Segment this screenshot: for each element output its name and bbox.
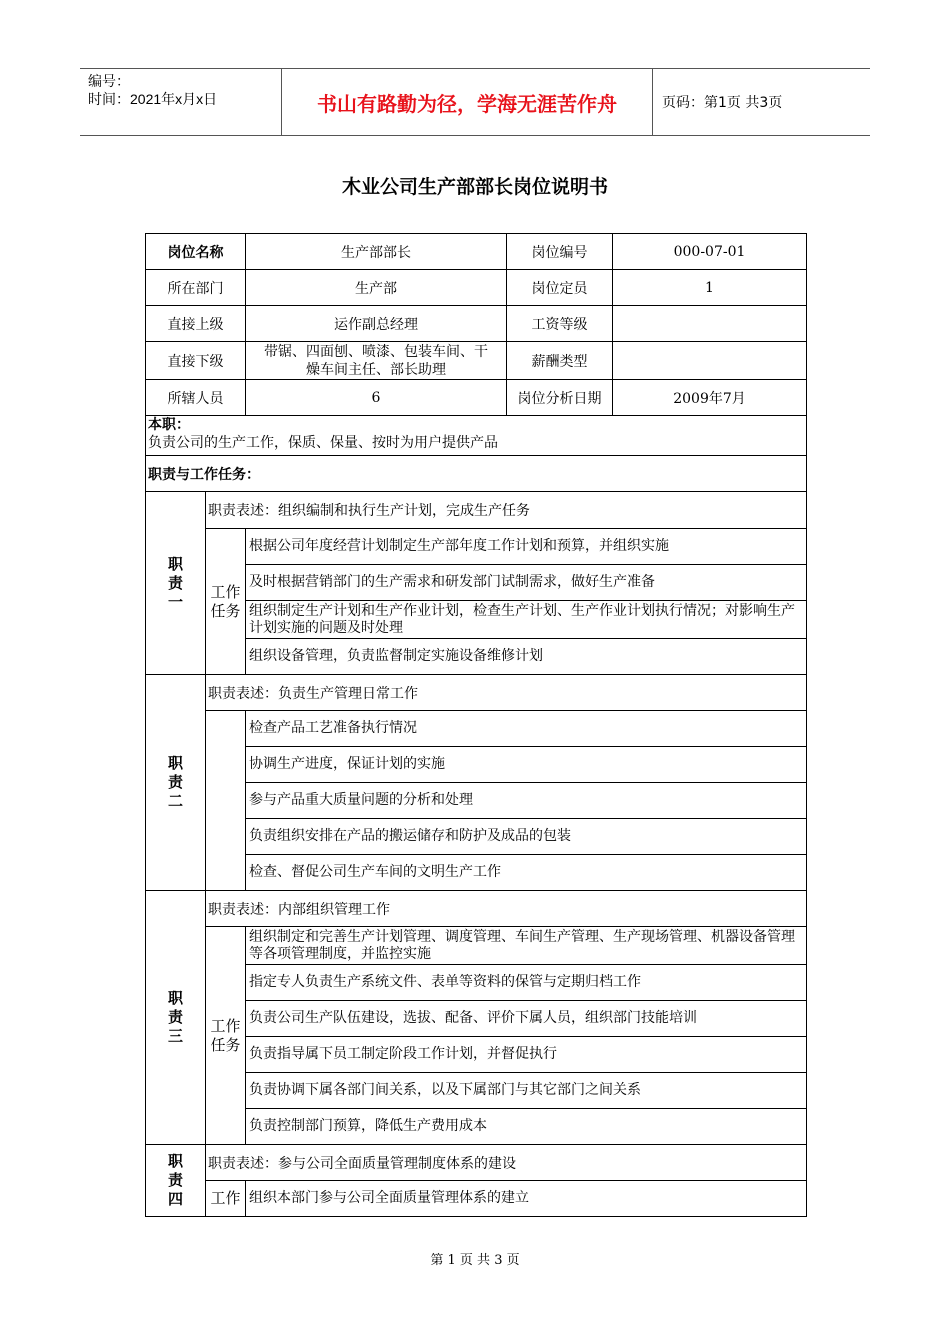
task-item: 检查、督促公司生产车间的文明生产工作 — [246, 855, 807, 891]
task-item: 负责公司生产队伍建设，选拔、配备、评价下属人员，组织部门技能培训 — [246, 1001, 807, 1037]
header-meta — [80, 69, 282, 135]
header-motto: 书山有路勤为径，学海无涯苦作舟 — [282, 69, 653, 135]
task-row — [146, 855, 807, 891]
resp-desc-row — [146, 492, 807, 529]
staff-value: 6 — [246, 380, 507, 416]
superior-value: 运作副总经理 — [246, 306, 507, 342]
task-item: 组织制定生产计划和生产作业计划，检查生产计划、生产作业计划执行情况；对影响生产计划实施的问题及时处理 — [246, 601, 807, 639]
grade-value — [613, 306, 807, 342]
resp-name — [146, 891, 206, 1145]
time-label: 时间：2021年x月x日 — [88, 91, 218, 107]
resp-1-name: 职责一 — [167, 554, 183, 611]
quota-value: 1 — [613, 270, 807, 306]
task-row — [146, 927, 807, 965]
number-label: 编号： — [88, 73, 130, 89]
task-row — [146, 529, 807, 565]
resp-desc: 职责表述：内部组织管理工作 — [206, 891, 807, 927]
task-item: 指定专人负责生产系统文件、表单等资料的保管与定期归档工作 — [246, 965, 807, 1001]
resp-desc: 职责表述：参与公司全面质量管理制度体系的建设 — [206, 1145, 807, 1181]
task-item: 参与产品重大质量问题的分析和处理 — [246, 783, 807, 819]
task-row — [146, 565, 807, 601]
task-item: 根据公司年度经营计划制定生产部年度工作计划和预算，并组织实施 — [246, 529, 807, 565]
resp-desc: 职责表述：组织编制和执行生产计划，完成生产任务 — [206, 492, 807, 529]
header-page-number: 页码：第1页 共3页 — [662, 95, 783, 111]
job-description-table — [145, 233, 807, 1217]
grade-label: 工资等级 — [507, 306, 613, 342]
pos-code-value: 000-07-01 — [613, 234, 807, 270]
task-item: 负责指导属下员工制定阶段工作计划，并督促执行 — [246, 1037, 807, 1073]
task-label — [206, 927, 246, 1145]
pos-code-label: 岗位编号 — [507, 234, 613, 270]
task-item: 组织制定和完善生产计划管理、调度管理、车间生产管理、生产现场管理、机器设备管理等各项管理制度，并监控实施 — [246, 927, 807, 965]
task-label: 工作 — [206, 1181, 246, 1217]
resp-1-task-label: 工作任务 — [210, 582, 241, 620]
task-item: 组织本部门参与公司全面质量管理体系的建立 — [246, 1181, 807, 1217]
resp-name — [146, 1145, 206, 1217]
resp-desc-row — [146, 1145, 807, 1181]
duty-cell — [146, 416, 807, 456]
dept-label: 所在部门 — [146, 270, 246, 306]
task-row — [146, 1001, 807, 1037]
resp-name — [146, 492, 206, 675]
resp-desc: 职责表述：负责生产管理日常工作 — [206, 675, 807, 711]
resp-desc-row — [146, 675, 807, 711]
resp-2-name: 职责二 — [167, 754, 183, 810]
task-row — [146, 819, 807, 855]
task-row — [146, 747, 807, 783]
page-footer: 第 1 页 共 3 页 — [430, 1253, 520, 1268]
task-label — [206, 529, 246, 675]
pay-label: 薪酬类型 — [507, 342, 613, 380]
task-row — [146, 1181, 807, 1217]
date-label: 岗位分析日期 — [507, 380, 613, 416]
task-row — [146, 639, 807, 675]
task-item: 负责协调下属各部门间关系，以及下属部门与其它部门之间关系 — [246, 1073, 807, 1109]
date-value: 2009年7月 — [613, 380, 807, 416]
resp-4-name: 职责四 — [167, 1152, 183, 1208]
info-row — [146, 306, 807, 342]
task-row — [146, 1037, 807, 1073]
task-row — [146, 601, 807, 639]
resp-name — [146, 675, 206, 891]
task-item: 及时根据营销部门的生产需求和研发部门试制需求，做好生产准备 — [246, 565, 807, 601]
duty-label: 本职： — [148, 417, 190, 433]
task-row — [146, 1109, 807, 1145]
task-row — [146, 965, 807, 1001]
dept-value: 生产部 — [246, 270, 507, 306]
page-header — [80, 68, 870, 136]
task-label — [206, 711, 246, 891]
duty-text: 负责公司的生产工作，保质、保量、按时为用户提供产品 — [148, 435, 498, 451]
task-item: 负责控制部门预算，降低生产费用成本 — [246, 1109, 807, 1145]
pay-value — [613, 342, 807, 380]
pos-name-label: 岗位名称 — [146, 234, 246, 270]
task-item: 检查产品工艺准备执行情况 — [246, 711, 807, 747]
resp-header: 职责与工作任务： — [146, 456, 807, 492]
task-row — [146, 711, 807, 747]
resp-3-task-label: 工作任务 — [210, 1016, 241, 1054]
info-row — [146, 342, 807, 380]
subordinate-value: 带锯、四面刨、喷漆、包装车间、干燥车间主任、部长助理 — [246, 342, 507, 380]
info-row — [146, 270, 807, 306]
duty-row — [146, 416, 807, 456]
pos-name-value: 生产部部长 — [246, 234, 507, 270]
resp-desc-row — [146, 891, 807, 927]
task-row — [146, 1073, 807, 1109]
subordinate-label: 直接下级 — [146, 342, 246, 380]
task-row — [146, 783, 807, 819]
quota-label: 岗位定员 — [507, 270, 613, 306]
superior-label: 直接上级 — [146, 306, 246, 342]
task-item: 组织设备管理，负责监督制定实施设备维修计划 — [246, 639, 807, 675]
document-title: 木业公司生产部部长岗位说明书 — [341, 176, 608, 198]
info-row — [146, 234, 807, 270]
info-row — [146, 380, 807, 416]
task-item: 协调生产进度，保证计划的实施 — [246, 747, 807, 783]
resp-3-name: 职责三 — [167, 989, 183, 1045]
staff-label: 所辖人员 — [146, 380, 246, 416]
resp-header-row — [146, 456, 807, 492]
task-item: 负责组织安排在产品的搬运储存和防护及成品的包装 — [246, 819, 807, 855]
